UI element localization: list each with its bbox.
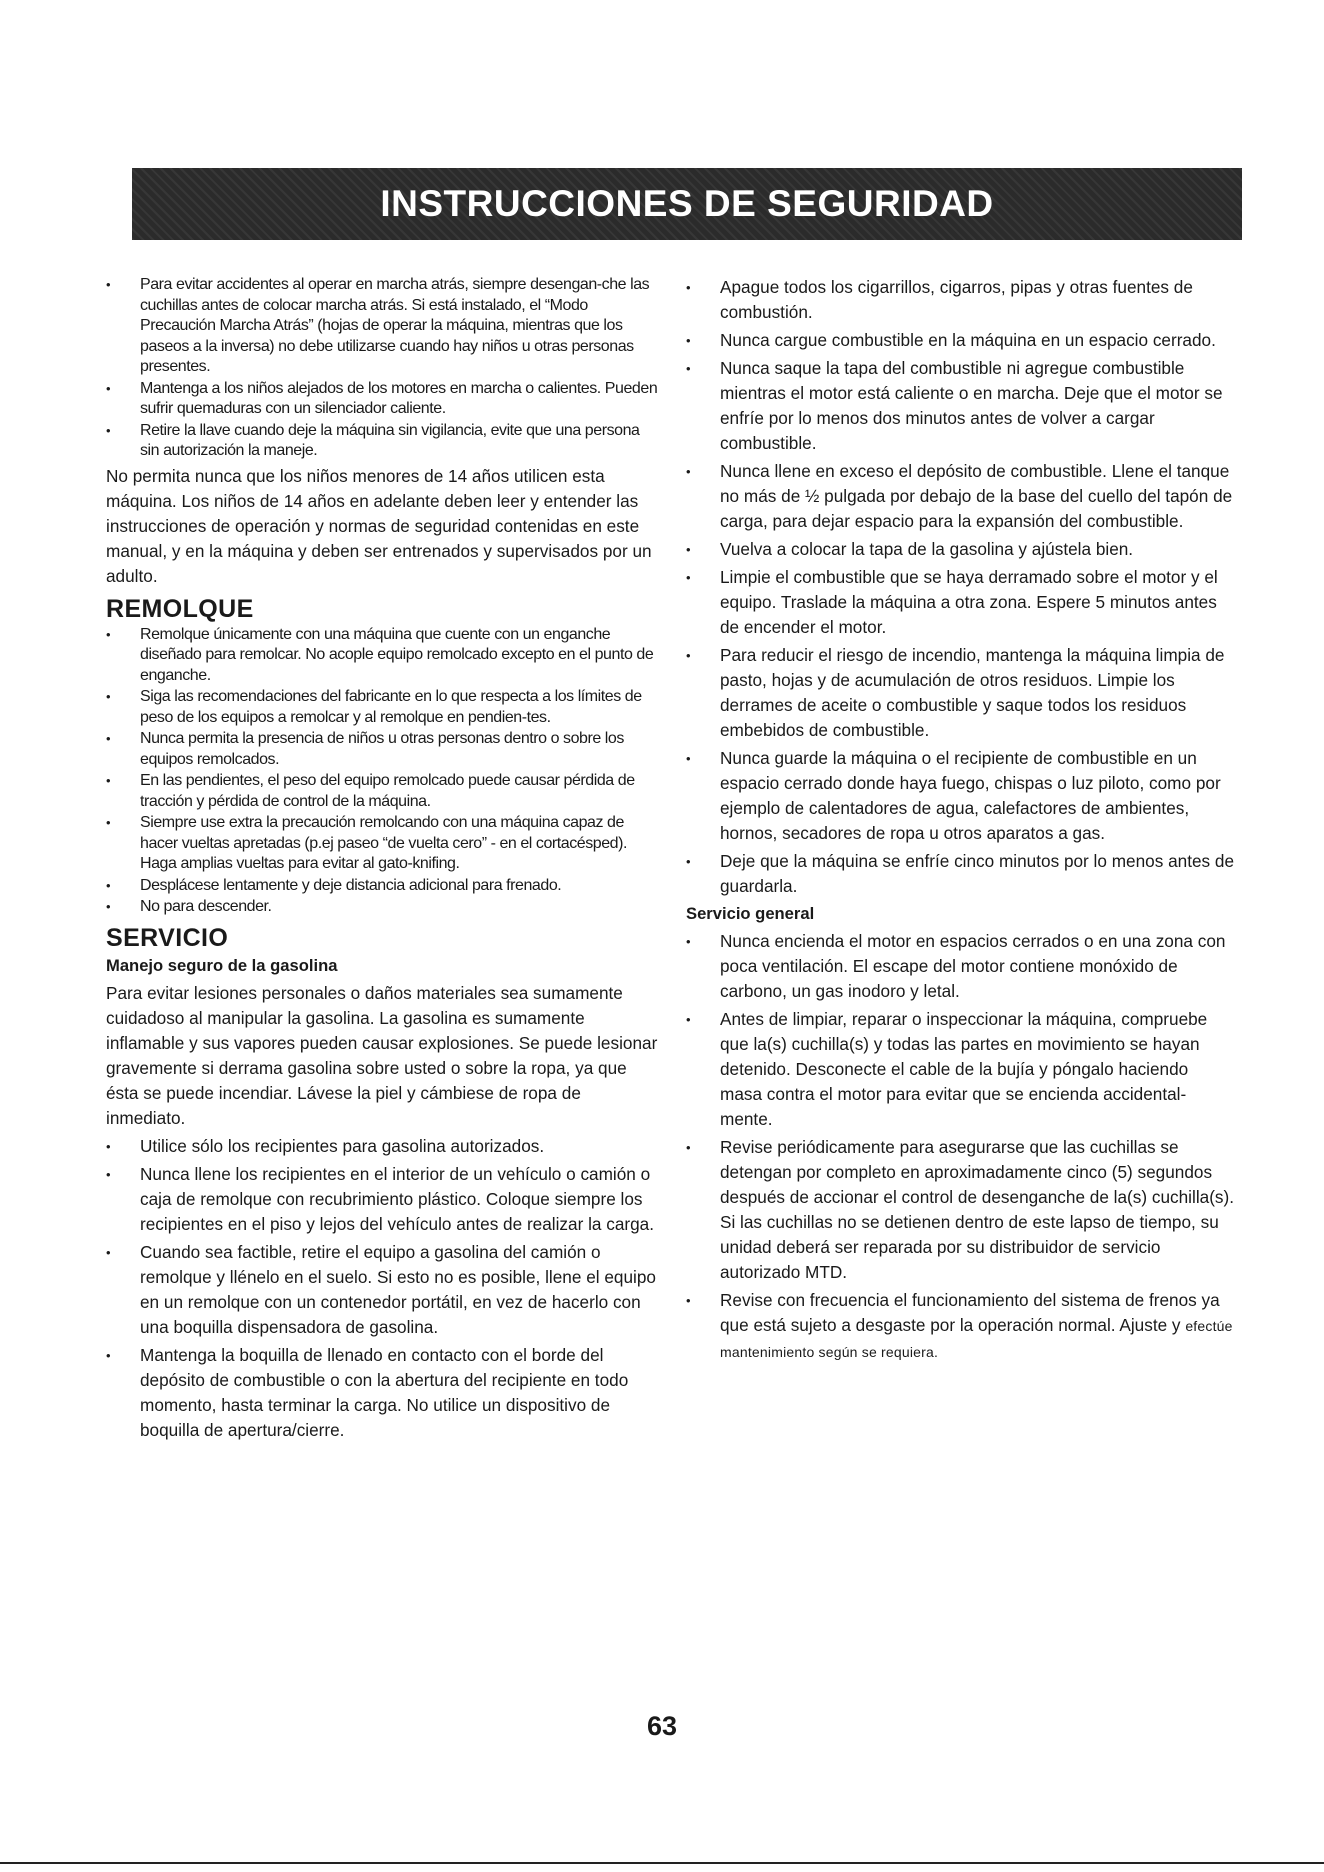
list-item: • No para descender. xyxy=(106,897,658,918)
list-item: • Mantenga a los niños alejados de los motores en marcha o calientes. Pueden sufrir quemaduras con un silenciador caliente. xyxy=(106,379,658,420)
list-item: • Apague todos los cigarrillos, cigarros, pipas y otras fuentes de combustión. xyxy=(686,275,1234,325)
general-bullet-list xyxy=(686,929,1234,1365)
servicio-heading: SERVICIO xyxy=(106,923,229,952)
list-item: • Para evitar accidentes al operar en marcha atrás, siempre desengan-che las cuchillas antes de colocar marcha atrás. Si está instalado, el “Modo Precaución Marcha Atrás” (hojas de operar la máquina, mientras que los paseos a la inversa) no debe utilizarse cuando hay niños u otras personas presentes. xyxy=(106,275,658,378)
list-item xyxy=(686,1288,1234,1365)
list-item: • Desplácese lentamente y deje distancia adicional para frenado. xyxy=(106,876,658,897)
children-paragraph: No permita nunca que los niños menores de 14 años utilicen esta máquina. Los niños de 14 años en adelante deben leer y entender las instrucciones de operación y normas de seguridad contenidas en este manual, y en la máquina y deben ser entrenados y supervisados por un adulto. xyxy=(106,465,652,586)
left-column xyxy=(106,275,658,1446)
right-column xyxy=(686,275,1234,1368)
list-item: • Limpie el combustible que se haya derramado sobre el motor y el equipo. Traslade la máquina a otra zona. Espere 5 minutos antes de encender el motor. xyxy=(686,565,1234,640)
footer-divider xyxy=(0,1862,1324,1864)
list-item: • Vuelva a colocar la tapa de la gasolina y ajústela bien. xyxy=(686,537,1234,562)
list-item: • Retire la llave cuando deje la máquina sin vigilancia, evite que una persona sin autorización la maneje. xyxy=(106,421,658,462)
last-bullet-main: Revise con frecuencia el funcionamiento del sistema de frenos ya que está sujeto a desgaste por la operación normal. Ajuste y xyxy=(720,1290,1220,1335)
section-header-bar xyxy=(132,168,1242,240)
servicio-general-subheading: Servicio general xyxy=(686,904,815,923)
list-item: • Cuando sea factible, retire el equipo a gasolina del camión o remolque y llénelo en el suelo. Si esto no es posible, llene el equipo en un remolque con un contenedor portátil, en vez de hacerlo con una boquilla dispensadora de gasolina. xyxy=(106,1240,658,1340)
gasolina-bullet-list xyxy=(106,1134,658,1443)
list-item: • Nunca encienda el motor en espacios cerrados o en una zona con poca ventilación. El escape del motor contiene monóxido de carbono, un gas inodoro y letal. xyxy=(686,929,1234,1004)
list-item: • Revise periódicamente para asegurarse que las cuchillas se detengan por completo en aproximadamente cinco (5) segundos después de accionar el control de desenganche de la(s) cuchilla(s). Si las cuchillas no se detienen dentro de este lapso de tiempo, su unidad deberá ser reparada por su distribuidor de servicio autorizado MTD. xyxy=(686,1135,1234,1285)
list-item: • Siga las recomendaciones del fabricante en lo que respecta a los límites de peso de los equipos a remolcar y al remolque en pendien-tes. xyxy=(106,687,658,728)
list-item: • Nunca permita la presencia de niños u otras personas dentro o sobre los equipos remolcados. xyxy=(106,729,658,770)
list-item: • Nunca guarde la máquina o el recipiente de combustible en un espacio cerrado donde haya fuego, chispas o luz piloto, como por ejemplo de calentadores de agua, calefactores de ambientes, hornos, secadores de ropa u otros aparatos a gas. xyxy=(686,746,1234,846)
list-item: • Nunca saque la tapa del combustible ni agregue combustible mientras el motor está caliente o en marcha. Deje que el motor se enfríe por lo menos dos minutos antes de volver a cargar combustible. xyxy=(686,356,1234,456)
list-item: • Mantenga la boquilla de llenado en contacto con el borde del depósito de combustible o con la abertura del recipiente en todo momento, hasta terminar la carga. No utilice un dispositivo de boquilla de apertura/cierre. xyxy=(106,1343,658,1443)
page-number: 63 xyxy=(646,1711,678,1741)
remolque-heading: REMOLQUE xyxy=(106,594,254,623)
list-item: • Para reducir el riesgo de incendio, mantenga la máquina limpia de pasto, hojas y de acumulación de otros residuos. Limpie los derrames de aceite o combustible y saque todos los residuos embebidos de combustible. xyxy=(686,643,1234,743)
list-item: • Nunca cargue combustible en la máquina en un espacio cerrado. xyxy=(686,328,1234,353)
list-item: • Antes de limpiar, reparar o inspeccionar la máquina, compruebe que la(s) cuchilla(s) y todas las partes en movimiento se hayan detenido. Desconecte el cable de la bujía y póngalo haciendo masa contra el motor para evitar que se encienda accidental-mente. xyxy=(686,1007,1234,1132)
list-item: • Nunca llene los recipientes en el interior de un vehículo o camión o caja de remolque con recubrimiento plástico. Coloque siempre los recipientes en el piso y lejos del vehículo antes de realizar la carga. xyxy=(106,1162,658,1237)
list-item: • Remolque únicamente con una máquina que cuente con un enganche diseñado para remolcar. No acople equipo remolcado excepto en el punto de enganche. xyxy=(106,625,658,687)
list-item: • Utilice sólo los recipientes para gasolina autorizados. xyxy=(106,1134,658,1159)
gasolina-subheading: Manejo seguro de la gasolina xyxy=(106,955,338,975)
intro-bullet-list xyxy=(106,275,658,462)
remolque-bullet-list xyxy=(106,625,658,918)
gasolina-paragraph: Para evitar lesiones personales o daños materiales sea sumamente cuidadoso al manipular la gasolina. La gasolina es sumamente inflamable y sus vapores pueden causar explosiones. Se puede lesionar gravemente si derrama gasolina sobre usted o sobre la ropa, ya que ésta se puede incendiar. Lávese la piel y cámbiese de ropa de inmediato. xyxy=(106,982,658,1128)
page-title: INSTRUCCIONES DE SEGURIDAD xyxy=(380,183,994,224)
list-item: • En las pendientes, el peso del equipo remolcado puede causar pérdida de tracción y pérdida de control de la máquina. xyxy=(106,771,658,812)
last-bullet-tail: efectúe mantenimiento según se requiera. xyxy=(720,1318,1233,1360)
list-item: • Deje que la máquina se enfríe cinco minutos por lo menos antes de guardarla. xyxy=(686,849,1234,899)
list-item: • Siempre use extra la precaución remolcando con una máquina capaz de hacer vueltas apretadas (p.ej paseo “de vuelta cero” - en el cortacésped). Haga amplias vueltas para evitar al gato-knifing. xyxy=(106,813,658,875)
list-item: • Nunca llene en exceso el depósito de combustible. Llene el tanque no más de ½ pulgada por debajo de la base del cuello del tapón de carga, para dejar espacio para la expansión del combustible. xyxy=(686,459,1234,534)
fuel-bullet-list xyxy=(686,275,1234,899)
